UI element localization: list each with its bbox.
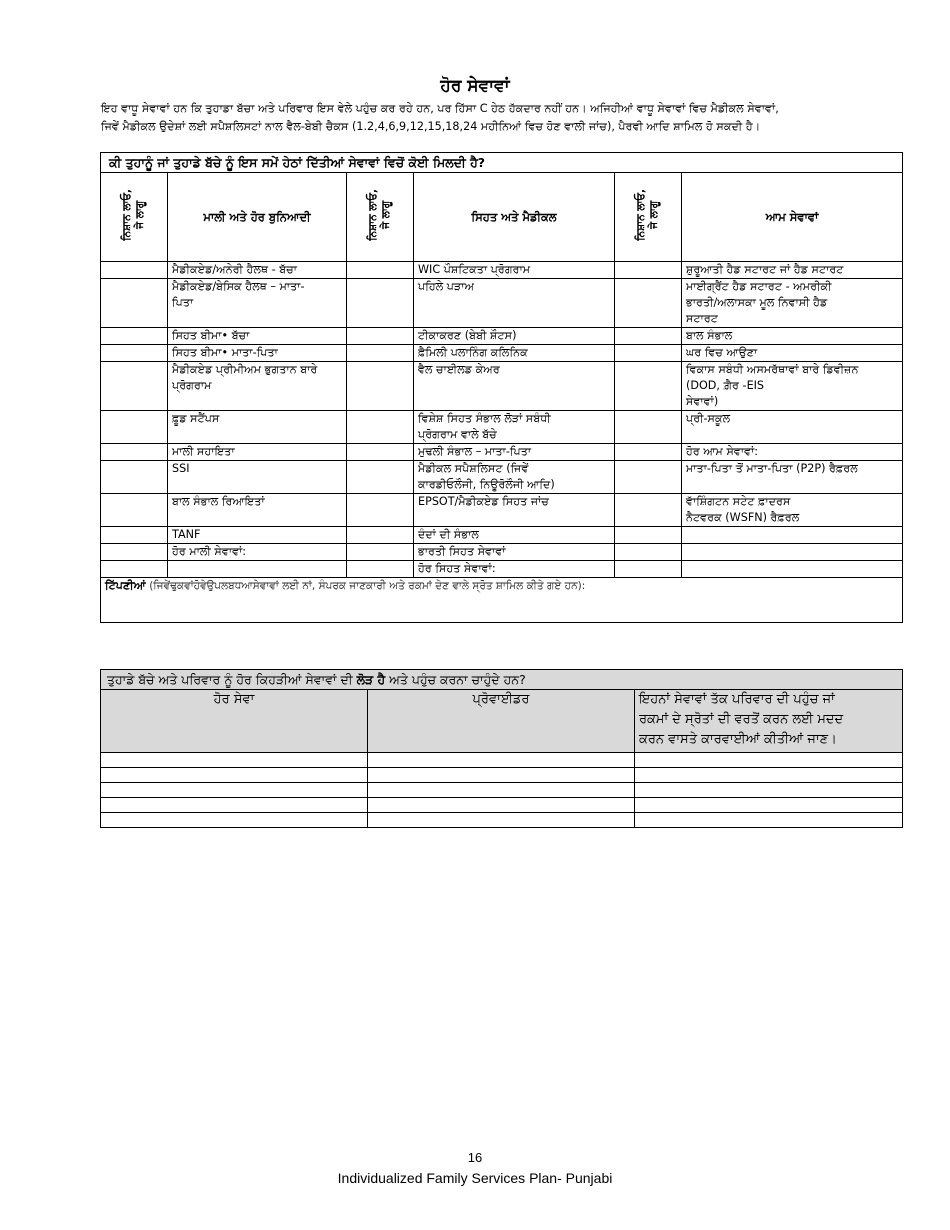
provider-input[interactable]	[368, 798, 635, 813]
table-row	[101, 262, 903, 279]
health-service: ਮੁਢਲੀ ਸੰਭਾਲ – ਮਾਤਾ-ਪਿਤਾ	[414, 444, 615, 461]
financial-service: ਸਿਹਤ ਬੀਮਾ• ਬੱਚਾ	[168, 328, 347, 345]
table-row	[101, 279, 903, 328]
general-service	[682, 544, 903, 561]
table-row	[101, 411, 903, 444]
health-service: ਹੋਰ ਸਿਹਤ ਸੇਵਾਵਾਂ:	[414, 561, 615, 578]
comments-instructions: (ਜਿਵੇਂਢੁਕਵਾਂਹੋਵੇਉਪਲਬਧਆਸੇਵਾਵਾਂ ਲਈ ਨਾਂ, ਸੰਪਰਕ ਜਾਣਕਾਰੀ ਅਤੇ ਰਕਮਾਂ ਦੇਣ ਵਾਲੇ ਸ੍ਰੋਤ ਸ਼ਾਮਿਲ ਕੀਤੇ ਗਏ ਹਨ):	[145, 580, 586, 592]
mark-header-2: ਨਿਸ਼ਾਨ ਲਾਓ, ਜੇ ਲਾਗੂ	[347, 173, 414, 262]
comments-label: ਟਿੱਪਣੀਆਂ	[105, 579, 146, 592]
mark-cell-health[interactable]	[347, 444, 414, 461]
mark-cell-general[interactable]	[615, 444, 682, 461]
page-title: ਹੋਰ ਸੇਵਾਵਾਂ	[440, 76, 510, 96]
services-question: ਕੀ ਤੁਹਾਨੂੰ ਜਾਂ ਤੁਹਾਡੇ ਬੱਚੇ ਨੂੰ ਇਸ ਸਮੇਂ ਹੇਠਾਂ ਦਿੱਤੀਆਂ ਸੇਵਾਵਾਂ ਵਿਚੋਂ ਕੋਈ ਮਿਲਦੀ ਹੈ?	[101, 153, 903, 173]
mark-cell-health[interactable]	[347, 561, 414, 578]
general-services-header: ਆਮ ਸੇਵਾਵਾਂ	[682, 173, 903, 262]
provider-input[interactable]	[368, 768, 635, 783]
general-service: ਵਾੱਸ਼ਿੰਗਟਨ ਸਟੇਟ ਫ਼ਾਦਰਸ ਨੈਟਵਰਕ (WSFN) ਰੈਫ਼ਰਲ	[682, 494, 903, 527]
steps-input[interactable]	[635, 798, 903, 813]
mark-cell-general[interactable]	[615, 262, 682, 279]
health-service: WIC ਪੌਸ਼ਟਿਕਤਾ ਪ੍ਰੋਗਰਾਮ	[414, 262, 615, 279]
financial-service: ਮੈਡੀਕਏਡ/ਅਨੇਰੀ ਹੈਲਥ - ਬੱਚਾ	[168, 262, 347, 279]
other-service-input[interactable]	[101, 798, 368, 813]
mark-cell-health[interactable]	[347, 461, 414, 494]
financial-service: ਫ਼ੂਡ ਸਟੈਂਪਸ	[168, 411, 347, 444]
health-service: EPSOT/ਮੈਡੀਕਏਡ ਸਿਹਤ ਜਾਂਚ	[414, 494, 615, 527]
steps-input[interactable]	[635, 813, 903, 828]
general-service	[682, 527, 903, 544]
mark-cell-financial[interactable]	[101, 262, 168, 279]
health-service: ਦੰਦਾਂ ਦੀ ਸੰਭਾਲ	[414, 527, 615, 544]
steps-input[interactable]	[635, 768, 903, 783]
table-row	[101, 768, 903, 783]
table-row	[101, 813, 903, 828]
financial-service: TANF	[168, 527, 347, 544]
table-row	[101, 328, 903, 345]
steps-header: ਇਹਨਾਂ ਸੇਵਾਵਾਂ ਤੱਕ ਪਰਿਵਾਰ ਦੀ ਪਹੁੰਚ ਜਾਂ ਰਕਮਾਂ ਦੇ ਸ੍ਰੋਤਾਂ ਦੀ ਵਰਤੋਂ ਕਰਨ ਲਈ ਮਦਦ ਕਰਨ ਵਾਸਤੇ ਕਾਰਵਾਈਆਂ ਕੀਤੀਆਂ ਜਾਣ।	[635, 690, 903, 753]
financial-basic-header: ਮਾਲੀ ਅਤੇ ਹੋਰ ਬੁਨਿਆਦੀ	[168, 173, 347, 262]
financial-service: ਮੈਡੀਕਏਡ ਪ੍ਰੀਮੀਅਮ ਭੁਗਤਾਨ ਬਾਰੇ ਪ੍ਰੋਗਰਾਮ	[168, 362, 347, 411]
general-service: ਬਾਲ ਸੰਭਾਲ	[682, 328, 903, 345]
table-row	[101, 561, 903, 578]
health-medical-header: ਸਿਹਤ ਅਤੇ ਮੈਡੀਕਲ	[414, 173, 615, 262]
general-service: ਮਾਤਾ-ਪਿਤਾ ਤੋਂ ਮਾਤਾ-ਪਿਤਾ (P2P) ਰੈਫ਼ਰਲ	[682, 461, 903, 494]
other-service-input[interactable]	[101, 768, 368, 783]
footer-title: Individualized Family Services Plan- Punjabi	[337, 1170, 613, 1186]
mark-cell-health[interactable]	[347, 362, 414, 411]
general-service: ਮਾਈਗ੍ਰੈਂਟ ਹੈਡ ਸਟਾਰਟ - ਅਮਰੀਕੀ ਭਾਰਤੀ/ਅਲਾਸਕਾ ਮੂਲ ਨਿਵਾਸੀ ਹੈਡ ਸਟਾਰਟ	[682, 279, 903, 328]
financial-service	[168, 561, 347, 578]
mark-cell-general[interactable]	[615, 461, 682, 494]
mark-cell-financial[interactable]	[101, 461, 168, 494]
mark-cell-general[interactable]	[615, 328, 682, 345]
table-row	[101, 753, 903, 768]
health-service: ਵਿਸ਼ੇਸ਼ ਸਿਹਤ ਸੰਭਾਲ ਲੋੜਾਂ ਸਬੰਧੀ ਪ੍ਰੋਗਰਾਮ ਵਾਲੇ ਬੱਚੇ	[414, 411, 615, 444]
financial-service: SSI	[168, 461, 347, 494]
mark-cell-financial[interactable]	[101, 279, 168, 328]
financial-service: ਬਾਲ ਸੰਭਾਲ ਰਿਆਇਤਾਂ	[168, 494, 347, 527]
mark-cell-general[interactable]	[615, 527, 682, 544]
mark-cell-health[interactable]	[347, 494, 414, 527]
mark-header-3: ਨਿਸ਼ਾਨ ਲਾਓ, ਜੇ ਲਾਗੂ	[615, 173, 682, 262]
general-service: ਹੋਰ ਆਮ ਸੇਵਾਵਾਂ:	[682, 444, 903, 461]
financial-service: ਹੋਰ ਮਾਲੀ ਸੇਵਾਵਾਂ:	[168, 544, 347, 561]
mark-cell-general[interactable]	[615, 362, 682, 411]
mark-cell-health[interactable]	[347, 544, 414, 561]
mark-cell-health[interactable]	[347, 345, 414, 362]
general-service: ਵਿਕਾਸ ਸਬੰਧੀ ਅਸਮਰੱਥਾਵਾਂ ਬਾਰੇ ਡਿਵੀਜ਼ਨ (DOD, ਗ਼ੈਰ -EIS ਸੇਵਾਵਾਂ)	[682, 362, 903, 411]
provider-header: ਪ੍ਰੋਵਾਈਡਰ	[368, 690, 635, 753]
mark-cell-financial[interactable]	[101, 527, 168, 544]
mark-cell-health[interactable]	[347, 279, 414, 328]
table-row	[101, 461, 903, 494]
general-service: ਪ੍ਰੀ-ਸਕੂਲ	[682, 411, 903, 444]
other-service-input[interactable]	[101, 783, 368, 798]
mark-cell-financial[interactable]	[101, 544, 168, 561]
mark-cell-general[interactable]	[615, 561, 682, 578]
mark-cell-financial[interactable]	[101, 345, 168, 362]
mark-cell-general[interactable]	[615, 345, 682, 362]
financial-service: ਸਿਹਤ ਬੀਮਾ• ਮਾਤਾ-ਪਿਤਾ	[168, 345, 347, 362]
table-row	[101, 783, 903, 798]
mark-cell-financial[interactable]	[101, 561, 168, 578]
mark-cell-general[interactable]	[615, 411, 682, 444]
mark-cell-financial[interactable]	[101, 411, 168, 444]
comments-cell[interactable]	[101, 578, 903, 623]
table-row	[101, 544, 903, 561]
mark-cell-general[interactable]	[615, 544, 682, 561]
mark-cell-health[interactable]	[347, 262, 414, 279]
mark-cell-health[interactable]	[347, 527, 414, 544]
steps-input[interactable]	[635, 783, 903, 798]
mark-cell-financial[interactable]	[101, 328, 168, 345]
mark-cell-health[interactable]	[347, 411, 414, 444]
other-service-input[interactable]	[101, 753, 368, 768]
financial-service: ਮਾਲੀ ਸਹਾਇਤਾ	[168, 444, 347, 461]
steps-input[interactable]	[635, 753, 903, 768]
provider-input[interactable]	[368, 813, 635, 828]
health-service: ਟੀਕਾਕਰਣ (ਬੇਬੀ ਸ਼ੌਟਸ)	[414, 328, 615, 345]
health-service: ਭਾਰਤੀ ਸਿਹਤ ਸੇਵਾਵਾਂ	[414, 544, 615, 561]
table-row	[101, 494, 903, 527]
table-row	[101, 345, 903, 362]
table-row	[101, 444, 903, 461]
mark-cell-general[interactable]	[615, 279, 682, 328]
health-service: ਪਹਿਲੇ ਪੜਾਅ	[414, 279, 615, 328]
needs-question: ਤੁਹਾਡੇ ਬੱਚੇ ਅਤੇ ਪਰਿਵਾਰ ਨੂੰ ਹੋਰ ਕਿਹੜੀਆਂ ਸੇਵਾਵਾਂ ਦੀ ਲੋੜ ਹੈ ਅਤੇ ਪਹੁੰਚ ਕਰਨਾ ਚਾਹੁੰਦੇ ਹਨ?	[101, 670, 903, 690]
needed-services-table	[100, 669, 903, 828]
mark-cell-financial[interactable]	[101, 362, 168, 411]
health-service: ਵੈਲ ਚਾਈਲਡ ਕੇਅਰ	[414, 362, 615, 411]
mark-cell-financial[interactable]	[101, 444, 168, 461]
health-service: ਮੈਡੀਕਲ ਸਪੈਸ਼ਲਿਸਟ (ਜਿਵੇਂ ਕਾਰਡੀਓਲੌਜੀ, ਨਿਊਰੋਲੌਜੀ ਆਦਿ)	[414, 461, 615, 494]
other-service-header: ਹੋਰ ਸੇਵਾ	[101, 690, 368, 753]
other-service-input[interactable]	[101, 813, 368, 828]
mark-cell-health[interactable]	[347, 328, 414, 345]
general-service: ਸ਼ੁਰੂਆਤੀ ਹੈਡ ਸਟਾਰਟ ਜਾਂ ਹੈਡ ਸਟਾਰਟ	[682, 262, 903, 279]
current-services-table	[100, 152, 903, 623]
general-service: ਘਰ ਵਿਚ ਆਉਣਾ	[682, 345, 903, 362]
general-service	[682, 561, 903, 578]
provider-input[interactable]	[368, 753, 635, 768]
table-row	[101, 798, 903, 813]
provider-input[interactable]	[368, 783, 635, 798]
page-number: 16	[467, 1150, 483, 1165]
financial-service: ਮੈਡੀਕਏਡ/ਬੇਸਿਕ ਹੈਲਥ – ਮਾਤਾ- ਪਿਤਾ	[168, 279, 347, 328]
health-service: ਫ਼ੈਮਿਲੀ ਪਲਾਨਿੰਗ ਕਲਿਨਿਕ	[414, 345, 615, 362]
intro-paragraph: ਇਹ ਵਾਧੂ ਸੇਵਾਵਾਂ ਹਨ ਕਿ ਤੁਹਾਡਾ ਬੱਚਾ ਅਤੇ ਪਰਿਵਾਰ ਇਸ ਵੇਲੇ ਪਹੁੰਚ ਕਰ ਰਹੇ ਹਨ, ਪਰ ਹਿੱਸਾ C ਹੇਠ ਹੱਕਦਾਰ ਨਹੀਂ ਹਨ। ਅਜਿਹੀਆਂ ਵਾਧੂ ਸੇਵਾਵਾਂ ਵਿਚ ਮੈਡੀਕਲ ਸੇਵਾਵਾਂ, ਜਿਵੇਂ ਮੈਡੀਕਲ ਉਦੇਸ਼ਾਂ ਲਈ ਸਪੈਸ਼ਲਿਸਟਾਂ ਨਾਲ ਵੈਲ-ਬੇਬੀ ਚੈਕਸ (1.2,4,6,9,12,15,18,24 ਮਹੀਨਿਆਂ ਵਿਚ ਹੋਣ ਵਾਲੀ ਜਾਂਚ), ਪੈਰਵੀ ਆਦਿ ਸ਼ਾਮਿਲ ਹੋ ਸਕਦੀ ਹੈ।	[101, 102, 779, 133]
mark-cell-financial[interactable]	[101, 494, 168, 527]
table-row	[101, 362, 903, 411]
table-row	[101, 527, 903, 544]
mark-header-1: ਨਿਸ਼ਾਨ ਲਾਓ, ਜੇ ਲਾਗੂ	[101, 173, 168, 262]
mark-cell-general[interactable]	[615, 494, 682, 527]
